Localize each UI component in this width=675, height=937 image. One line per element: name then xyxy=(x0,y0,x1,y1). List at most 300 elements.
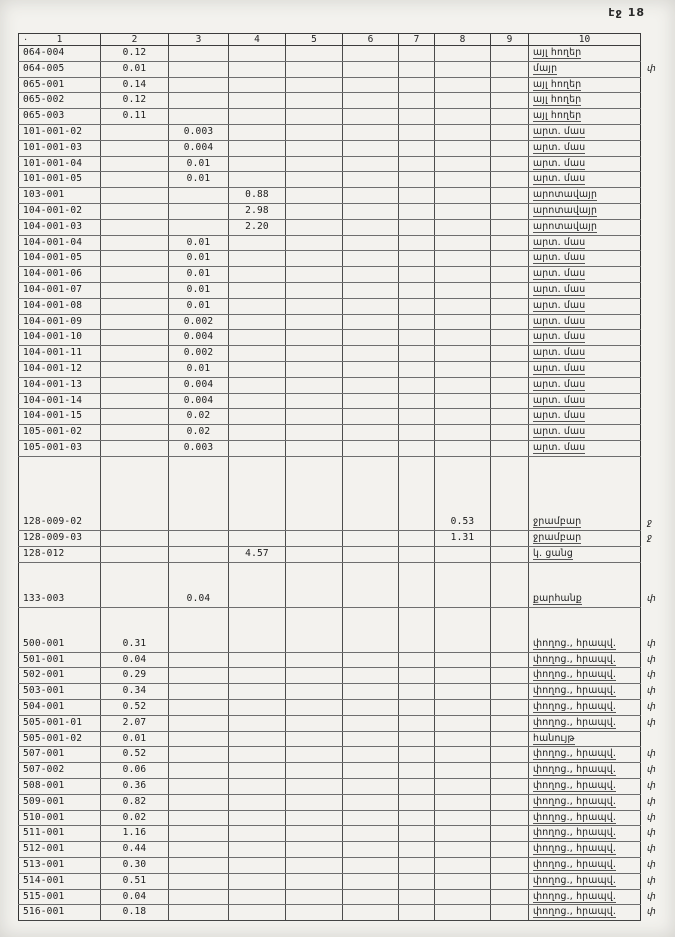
cell-col-3 xyxy=(169,842,229,858)
cell-col-1: 104-001-14 xyxy=(19,393,101,409)
cell-col-7 xyxy=(399,393,435,409)
cell-col-1 xyxy=(19,501,101,516)
cell-col-8 xyxy=(435,652,491,668)
cell-col-7 xyxy=(399,501,435,516)
cell-col-10 xyxy=(529,124,641,140)
cell-col-1: 507-001 xyxy=(19,747,101,763)
cell-col-10 xyxy=(529,562,641,577)
cell-col-9 xyxy=(491,778,529,794)
land-use-label: փողոց., հրապվ. xyxy=(533,700,617,712)
cell-col-9 xyxy=(491,684,529,700)
handwritten-margin-mark xyxy=(641,346,667,362)
cell-col-5 xyxy=(286,531,343,547)
cell-col-2 xyxy=(101,282,169,298)
cell-col-8 xyxy=(435,409,491,425)
cell-col-2: 2.07 xyxy=(101,715,169,731)
cell-col-6 xyxy=(343,235,399,251)
cell-col-6 xyxy=(343,409,399,425)
handwritten-margin-mark xyxy=(641,235,667,251)
table-row xyxy=(19,668,667,684)
cell-col-7 xyxy=(399,109,435,125)
cell-col-4 xyxy=(229,330,286,346)
cell-col-6 xyxy=(343,267,399,283)
cell-col-4 xyxy=(229,140,286,156)
cell-col-6 xyxy=(343,668,399,684)
cell-col-6 xyxy=(343,172,399,188)
land-use-label: փողոց., հրապվ. xyxy=(533,637,617,649)
cell-col-2: 0.04 xyxy=(101,889,169,905)
cell-col-2 xyxy=(101,501,169,516)
cell-col-5 xyxy=(286,501,343,516)
cell-col-1: 104-001-05 xyxy=(19,251,101,267)
cell-col-9 xyxy=(491,377,529,393)
handwritten-margin-mark xyxy=(641,188,667,204)
cell-col-5 xyxy=(286,188,343,204)
cell-col-5 xyxy=(286,203,343,219)
land-use-label: այլ հողեր xyxy=(533,110,582,122)
handwritten-margin-mark xyxy=(641,203,667,219)
cell-col-3 xyxy=(169,607,229,622)
land-use-label: արտ. մաս xyxy=(533,141,586,153)
handwritten-margin-mark: ջ xyxy=(647,533,653,544)
table-row xyxy=(19,857,667,873)
cell-col-3: 0.004 xyxy=(169,393,229,409)
cell-col-6 xyxy=(343,314,399,330)
cell-col-8 xyxy=(435,203,491,219)
cell-col-5 xyxy=(286,219,343,235)
cell-col-9 xyxy=(491,393,529,409)
cell-col-10 xyxy=(529,140,641,156)
cell-col-5 xyxy=(286,857,343,873)
cell-col-7 xyxy=(399,905,435,921)
cell-col-7 xyxy=(399,607,435,622)
land-use-label: այլ հողեր xyxy=(533,94,582,106)
table-row xyxy=(19,873,667,889)
cell-col-10 xyxy=(529,61,641,77)
cell-col-7 xyxy=(399,747,435,763)
cell-col-8 xyxy=(435,456,491,471)
cell-col-5 xyxy=(286,592,343,607)
cell-col-7 xyxy=(399,377,435,393)
cell-col-9 xyxy=(491,562,529,577)
cell-col-4 xyxy=(229,684,286,700)
cell-col-6 xyxy=(343,715,399,731)
cell-col-2: 0.06 xyxy=(101,763,169,779)
cell-col-2: 0.52 xyxy=(101,699,169,715)
cell-col-5 xyxy=(286,699,343,715)
cell-col-5 xyxy=(286,346,343,362)
cell-col-1: 104-001-06 xyxy=(19,267,101,283)
cell-col-10 xyxy=(529,93,641,109)
spacer-row xyxy=(19,471,667,486)
cell-col-3 xyxy=(169,203,229,219)
cell-col-6 xyxy=(343,377,399,393)
table-row xyxy=(19,731,667,747)
cell-col-2: 0.01 xyxy=(101,61,169,77)
cell-col-4 xyxy=(229,515,286,530)
cell-col-2 xyxy=(101,515,169,530)
land-use-label: արտ. մաս xyxy=(533,394,586,406)
column-header: 3 xyxy=(169,34,229,46)
cell-col-9 xyxy=(491,203,529,219)
cell-col-4 xyxy=(229,346,286,362)
cell-col-3 xyxy=(169,637,229,652)
cell-col-2: 0.11 xyxy=(101,109,169,125)
land-use-label: փողոց., հրապվ. xyxy=(533,779,617,791)
cell-col-3 xyxy=(169,188,229,204)
cell-col-5 xyxy=(286,486,343,501)
handwritten-margin-mark: փ xyxy=(647,780,656,791)
cell-col-2: 0.14 xyxy=(101,77,169,93)
cell-col-5 xyxy=(286,622,343,637)
cell-col-6 xyxy=(343,61,399,77)
cell-col-7 xyxy=(399,298,435,314)
cell-col-4 xyxy=(229,456,286,471)
cell-col-8 xyxy=(435,547,491,563)
handwritten-margin-mark xyxy=(641,46,667,62)
cell-col-6 xyxy=(343,794,399,810)
cell-col-8 xyxy=(435,156,491,172)
cell-col-9 xyxy=(491,577,529,592)
cell-col-9 xyxy=(491,77,529,93)
cell-col-3 xyxy=(169,109,229,125)
cell-col-8 xyxy=(435,857,491,873)
cell-col-4 xyxy=(229,562,286,577)
cell-col-4 xyxy=(229,282,286,298)
table-row xyxy=(19,652,667,668)
column-header: 10 xyxy=(529,34,641,46)
cell-col-5 xyxy=(286,731,343,747)
cell-col-8 xyxy=(435,562,491,577)
table-row xyxy=(19,124,667,140)
cell-col-4 xyxy=(229,873,286,889)
cell-col-10 xyxy=(529,219,641,235)
cell-col-8 xyxy=(435,109,491,125)
cell-col-5 xyxy=(286,547,343,563)
cell-col-5 xyxy=(286,715,343,731)
cell-col-8 xyxy=(435,747,491,763)
cell-col-10 xyxy=(529,471,641,486)
cell-col-6 xyxy=(343,282,399,298)
cell-col-3: 0.004 xyxy=(169,330,229,346)
land-use-label: քարհանք xyxy=(533,592,583,604)
cell-col-4 xyxy=(229,842,286,858)
cell-col-4 xyxy=(229,172,286,188)
cell-col-6 xyxy=(343,346,399,362)
cell-col-9 xyxy=(491,140,529,156)
cell-col-5 xyxy=(286,140,343,156)
cell-col-10 xyxy=(529,731,641,747)
cell-col-8 xyxy=(435,425,491,441)
handwritten-margin-mark: փ xyxy=(647,686,656,697)
cell-col-3 xyxy=(169,486,229,501)
handwritten-margin-mark xyxy=(641,425,667,441)
cell-col-2: 0.31 xyxy=(101,637,169,652)
cell-col-3 xyxy=(169,652,229,668)
cell-col-3 xyxy=(169,471,229,486)
cell-col-2: 0.02 xyxy=(101,810,169,826)
cell-col-9 xyxy=(491,346,529,362)
handwritten-margin-mark xyxy=(641,471,667,486)
cell-col-10 xyxy=(529,235,641,251)
cell-col-3: 0.003 xyxy=(169,124,229,140)
handwritten-margin-mark xyxy=(641,109,667,125)
cell-col-5 xyxy=(286,794,343,810)
handwritten-margin-mark: փ xyxy=(647,828,656,839)
cell-col-8 xyxy=(435,46,491,62)
cell-col-7 xyxy=(399,515,435,530)
cell-col-2: 0.34 xyxy=(101,684,169,700)
cell-col-5 xyxy=(286,156,343,172)
cell-col-6 xyxy=(343,486,399,501)
handwritten-margin-mark xyxy=(641,607,667,622)
cell-col-8 xyxy=(435,826,491,842)
cell-col-7 xyxy=(399,330,435,346)
cell-col-2 xyxy=(101,471,169,486)
cell-col-8 xyxy=(435,905,491,921)
land-use-label: արտ. մաս xyxy=(533,268,586,280)
cell-col-6 xyxy=(343,684,399,700)
cell-col-6 xyxy=(343,810,399,826)
cell-col-3: 0.01 xyxy=(169,156,229,172)
cell-col-10 xyxy=(529,857,641,873)
cell-col-4 xyxy=(229,826,286,842)
cell-col-10 xyxy=(529,607,641,622)
cell-col-1: 513-001 xyxy=(19,857,101,873)
cell-col-6 xyxy=(343,251,399,267)
handwritten-margin-mark xyxy=(641,377,667,393)
cell-col-8 xyxy=(435,731,491,747)
cell-col-3 xyxy=(169,577,229,592)
cell-col-7 xyxy=(399,346,435,362)
cell-col-1: 128-009-02 xyxy=(19,515,101,530)
land-use-label: արտ. մաս xyxy=(533,362,586,374)
cell-col-6 xyxy=(343,46,399,62)
table-row xyxy=(19,172,667,188)
cell-col-6 xyxy=(343,203,399,219)
cell-col-10 xyxy=(529,298,641,314)
cell-col-6 xyxy=(343,393,399,409)
cell-col-9 xyxy=(491,471,529,486)
cell-col-7 xyxy=(399,731,435,747)
land-use-label: արոտավայր xyxy=(533,220,598,232)
cell-col-6 xyxy=(343,592,399,607)
cell-col-2 xyxy=(101,456,169,471)
cell-col-3: 0.01 xyxy=(169,251,229,267)
handwritten-margin-mark: փ xyxy=(647,639,656,650)
cell-col-7 xyxy=(399,282,435,298)
cell-col-4 xyxy=(229,652,286,668)
cell-col-5 xyxy=(286,77,343,93)
handwritten-margin-mark xyxy=(641,172,667,188)
column-header: 8 xyxy=(435,34,491,46)
cell-col-9 xyxy=(491,531,529,547)
cell-col-2 xyxy=(101,267,169,283)
table-row xyxy=(19,235,667,251)
cell-col-10 xyxy=(529,699,641,715)
spacer-row xyxy=(19,622,667,637)
cell-col-9 xyxy=(491,188,529,204)
cell-col-4 xyxy=(229,592,286,607)
cell-col-8 xyxy=(435,592,491,607)
cell-col-8 xyxy=(435,282,491,298)
cell-col-3: 0.01 xyxy=(169,172,229,188)
cell-col-6 xyxy=(343,607,399,622)
cell-col-7 xyxy=(399,794,435,810)
cell-col-7 xyxy=(399,637,435,652)
land-use-label: փողոց., հրապվ. xyxy=(533,858,617,870)
cell-col-1: 104-001-02 xyxy=(19,203,101,219)
land-use-label: փողոց., հրապվ. xyxy=(533,685,617,697)
cell-col-2 xyxy=(101,393,169,409)
table-row xyxy=(19,156,667,172)
cell-col-2 xyxy=(101,172,169,188)
handwritten-margin-mark xyxy=(641,93,667,109)
cell-col-9 xyxy=(491,731,529,747)
cell-col-1: 511-001 xyxy=(19,826,101,842)
handwritten-margin-mark xyxy=(641,486,667,501)
cell-col-4 xyxy=(229,731,286,747)
cell-col-4 xyxy=(229,61,286,77)
cell-col-3 xyxy=(169,778,229,794)
cell-col-3 xyxy=(169,794,229,810)
handwritten-margin-mark xyxy=(641,547,667,563)
cell-col-9 xyxy=(491,330,529,346)
cell-col-5 xyxy=(286,124,343,140)
cell-col-4 xyxy=(229,857,286,873)
cell-col-6 xyxy=(343,425,399,441)
cell-col-6 xyxy=(343,905,399,921)
cell-col-4 xyxy=(229,810,286,826)
cell-col-7 xyxy=(399,93,435,109)
cell-col-9 xyxy=(491,486,529,501)
cell-col-3: 0.002 xyxy=(169,346,229,362)
cell-col-4 xyxy=(229,501,286,516)
cell-col-7 xyxy=(399,547,435,563)
table-row xyxy=(19,61,667,77)
cell-col-8 xyxy=(435,361,491,377)
cell-col-3: 0.04 xyxy=(169,592,229,607)
handwritten-margin-mark: փ xyxy=(647,670,656,681)
spacer-row xyxy=(19,486,667,501)
cell-col-3 xyxy=(169,93,229,109)
cell-col-10 xyxy=(529,531,641,547)
cell-col-7 xyxy=(399,684,435,700)
cell-col-2 xyxy=(101,346,169,362)
cell-col-9 xyxy=(491,607,529,622)
cell-col-3 xyxy=(169,889,229,905)
cell-col-9 xyxy=(491,109,529,125)
cell-col-6 xyxy=(343,531,399,547)
cell-col-2 xyxy=(101,547,169,563)
handwritten-margin-mark xyxy=(641,361,667,377)
cell-col-6 xyxy=(343,763,399,779)
cell-col-3 xyxy=(169,763,229,779)
cell-col-10 xyxy=(529,873,641,889)
cell-col-1: 101-001-02 xyxy=(19,124,101,140)
cell-col-8 xyxy=(435,124,491,140)
cell-col-3 xyxy=(169,873,229,889)
cell-col-8 xyxy=(435,607,491,622)
cell-col-9 xyxy=(491,873,529,889)
table-row xyxy=(19,842,667,858)
cell-col-3: 0.01 xyxy=(169,298,229,314)
cell-col-3: 0.01 xyxy=(169,235,229,251)
table-row xyxy=(19,361,667,377)
table-row xyxy=(19,515,667,530)
handwritten-margin-mark xyxy=(641,731,667,747)
cell-col-1: 515-001 xyxy=(19,889,101,905)
land-use-label: այլ հողեր xyxy=(533,78,582,90)
table-row xyxy=(19,251,667,267)
cell-col-3 xyxy=(169,826,229,842)
cell-col-10 xyxy=(529,77,641,93)
cell-col-3: 0.004 xyxy=(169,377,229,393)
table-row xyxy=(19,330,667,346)
cell-col-5 xyxy=(286,889,343,905)
cell-col-7 xyxy=(399,361,435,377)
cell-col-9 xyxy=(491,298,529,314)
cell-col-8 xyxy=(435,93,491,109)
cell-col-2 xyxy=(101,622,169,637)
handwritten-margin-mark: փ xyxy=(647,875,656,886)
cell-col-1 xyxy=(19,607,101,622)
cell-col-1 xyxy=(19,562,101,577)
table-row xyxy=(19,409,667,425)
table-row xyxy=(19,267,667,283)
table-row xyxy=(19,699,667,715)
cell-col-3 xyxy=(169,684,229,700)
land-use-label: փողոց., հրապվ. xyxy=(533,653,617,665)
cell-col-1: 133-003 xyxy=(19,592,101,607)
handwritten-margin-mark: փ xyxy=(647,907,656,918)
cell-col-1: 512-001 xyxy=(19,842,101,858)
handwritten-margin-mark: փ xyxy=(647,749,656,760)
cell-col-10 xyxy=(529,203,641,219)
land-use-label: ջրամբար xyxy=(533,532,582,544)
cell-col-10 xyxy=(529,156,641,172)
cell-col-6 xyxy=(343,731,399,747)
cell-col-2: 0.18 xyxy=(101,905,169,921)
cell-col-3: 0.02 xyxy=(169,409,229,425)
cell-col-9 xyxy=(491,267,529,283)
handwritten-margin-mark xyxy=(641,140,667,156)
cell-col-9 xyxy=(491,46,529,62)
land-use-label: արտ. մաս xyxy=(533,315,586,327)
cell-col-10 xyxy=(529,592,641,607)
cell-col-1 xyxy=(19,456,101,471)
cell-col-1: 508-001 xyxy=(19,778,101,794)
cell-col-1 xyxy=(19,577,101,592)
cell-col-3 xyxy=(169,731,229,747)
cell-col-6 xyxy=(343,471,399,486)
cell-col-6 xyxy=(343,562,399,577)
cell-col-6 xyxy=(343,622,399,637)
cell-col-6 xyxy=(343,298,399,314)
cell-col-4 xyxy=(229,889,286,905)
cell-col-4 xyxy=(229,251,286,267)
table-row xyxy=(19,314,667,330)
cell-col-4 xyxy=(229,77,286,93)
cell-col-8: 0.53 xyxy=(435,515,491,530)
cell-col-3: 0.02 xyxy=(169,425,229,441)
cell-col-7 xyxy=(399,668,435,684)
cell-col-10 xyxy=(529,889,641,905)
cell-col-4 xyxy=(229,314,286,330)
table-row xyxy=(19,346,667,362)
table-row xyxy=(19,203,667,219)
cell-col-9 xyxy=(491,794,529,810)
